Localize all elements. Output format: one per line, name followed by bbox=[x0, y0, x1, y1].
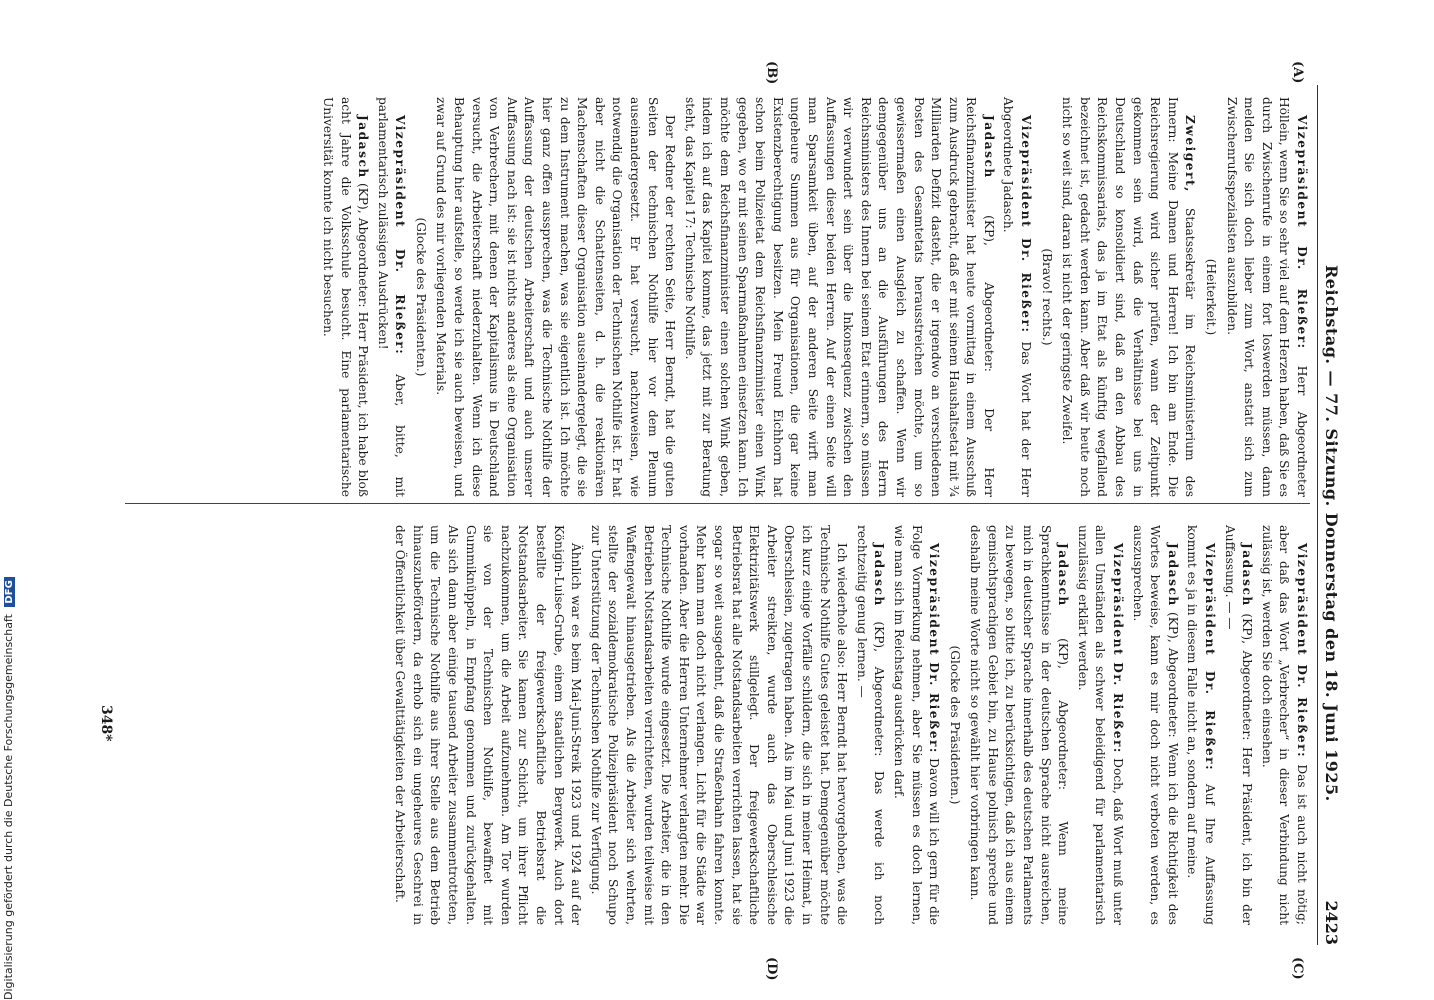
speech-paragraph bbox=[373, 97, 408, 497]
speaker-name: Zweigert, bbox=[1183, 115, 1198, 193]
speaker-name: Jadasch bbox=[872, 543, 887, 607]
speech-paragraph bbox=[432, 97, 678, 497]
column-divider bbox=[125, 503, 1310, 504]
speech-paragraph bbox=[889, 525, 942, 925]
speech-text: (KP), Abgeordneter: Herr Präsident, ich bin der Auffassung. — — bbox=[1222, 525, 1255, 925]
speech-text: Ähnlich war es beim Mai-Juni-Streik 1923 und 1924 auf der Königin-Luise-Grube, einem staatlichen Bergwerk. Auch dort bestellte der freigewerkschaftliche Betriebsrat die Notstandsarbeiter. Sie kamen zur Schicht, um ihrer Pflicht nachzukommen, um die Arbeit aufzunehmen. Am Tor wurden sie von der Technischen Nothilfe, bewaffnet mit Gummiknüppeln, in Empfang genommen und zurückgehalten. Als sich dann aber einige tausend Arbeiter zusammentrotteten, um die Technische Nothilfe aus ihrer Stelle aus dem Betrieb hinauszubefördern, da erhob sich ein ungeheures Geschrei in der Öffentlichkeit über Gewalttätigkeiten der Arbeiterschaft. bbox=[393, 525, 584, 925]
speech-paragraph bbox=[999, 97, 1034, 497]
page-number: 2423 bbox=[1322, 900, 1341, 945]
speaker-name: Jadasch bbox=[356, 115, 371, 179]
speech-text: (KP), Abgeordneter: Herr Präsident, ich habe bloß acht Jahre die Volksschule besucht. Eine parlamentarische Universität konnte ich nicht besuchen. bbox=[320, 97, 371, 497]
speech-paragraph bbox=[1058, 97, 1199, 497]
speaker-name: Vizepräsident Dr. Rießer: bbox=[1019, 115, 1034, 334]
speech-text: (KP), Abgeordneter: Das werde ich noch rechtzeitig genug lernen. — bbox=[854, 525, 887, 925]
speaker-name: Vizepräsident Dr. Rießer: bbox=[1111, 543, 1126, 754]
speech-paragraph bbox=[586, 525, 850, 925]
speech-paragraph bbox=[1183, 525, 1218, 925]
speaker-name: Vizepräsident Dr. Rießer: bbox=[927, 543, 942, 754]
speech-paragraph bbox=[391, 525, 585, 925]
speech-paragraph bbox=[1220, 525, 1255, 925]
speaker-name: Jadasch bbox=[1240, 543, 1255, 607]
dfg-logo: DFG bbox=[4, 577, 15, 606]
speech-text: Ich wiederhole also: Herr Berndt hat hervorgehoben, was die Technische Nothilfe Gutes geleistet hat. Demgegenüber möchte ich kurz einige Vorfälle schildern, die sich in meiner Heimat, in Oberschlesien, zugetragen haben. Als im Mai und Juni 1923 die Arbeiter streikten, wurde auch das Oberschlesische Elektrizitätswerk stillgelegt. Der freigewerkschaftliche Betriebsrat hat alle Notstandsarbeiten verrichten lassen, hat sie sogar so weit ausgedehnt, daß die Straßenbahn fahren konnte. Mehr kann man doch nicht verlangen. Licht für die Städte war vorhanden. Aber die Herren Unternehmer verlangten mehr. Die Technische Nothilfe wurde eingesetzt. Die Arbeiter, die in den Betrieben Notstandsarbeiten verrichteten, wurden teilweise mit Waffengewalt hinausgetrieben. Als die Arbeiter sich wehrten, stellte der sozialdemokratische Polizeipräsident noch Schupo zur Unterstützung der Technischen Nothilfe zur Verfügung. bbox=[588, 525, 850, 925]
document-page bbox=[90, 61, 1341, 981]
speaker-name: Vizepräsident Dr. Rießer: bbox=[1295, 543, 1309, 759]
speaker-name: Jadasch bbox=[981, 115, 996, 179]
speaker-name: Vizepräsident Dr. Rießer: bbox=[1203, 543, 1218, 772]
speaker-name: Vizepräsident Dr. Rießer: bbox=[393, 115, 408, 356]
stage-direction: (Bravo! rechts.) bbox=[1039, 248, 1054, 346]
speech-paragraph bbox=[1073, 525, 1126, 925]
speech-text: Doch, daß Wort muß unter allen Umständen als schwer beleidigend für parlamentarisch unzulässig erklärt werden. bbox=[1075, 525, 1126, 925]
speech-paragraph bbox=[1128, 525, 1181, 925]
margin-marker-a: (A) bbox=[1290, 61, 1305, 84]
sheet-signature: 348* bbox=[98, 705, 114, 742]
speech-paragraph bbox=[1257, 525, 1310, 925]
footer-note bbox=[2, 0, 22, 1000]
speaker-name: Jadasch bbox=[1165, 543, 1180, 607]
speaker-name: Jadasch bbox=[1056, 543, 1071, 607]
speech-text: Das Wort hat der Herr Abgeordnete Jadasch. bbox=[1001, 97, 1034, 497]
footer-strip bbox=[2, 0, 22, 1000]
speech-text: (KP), Abgeordneter: Wenn ich die Richtigkeit des Wortes beweise, kann es mir doch nicht verboten werden, es auszusprechen. bbox=[1130, 525, 1180, 925]
margin-marker-d: (D) bbox=[764, 957, 779, 981]
margin-marker-c: (C) bbox=[1290, 957, 1305, 980]
speech-paragraph bbox=[318, 97, 371, 497]
speech-paragraph bbox=[1222, 97, 1310, 497]
stage-direction: (Glocke des Präsidenten.) bbox=[413, 217, 428, 377]
speech-text: (KP), Abgeordneter: Wenn meine Sprachkenntnisse in der deutschen Sprache nicht ausreichen, mich in deutscher Sprache innerhalb des deutschen Parlaments zu bewegen, so bitte ich, zu berücksichtigen, daß ich aus einem gemischtsprachigen Gebiet bin, zu Hause polnisch spreche und deshalb meine Worte nicht so gewählt hier vorbringen kann. bbox=[968, 525, 1071, 925]
speech-text: Herr Abgeordneter Höllein, wenn Sie so sehr viel auf dem Herzen haben, daß Sie es durch Zwischenrufe in einem fort loswerden müssen, dann melden Sie sich doch lieber zum Wort, anstatt sich zum Zwischenrufsspezialisten auszubilden. bbox=[1224, 97, 1309, 497]
left-column bbox=[316, 97, 1310, 497]
speech-paragraph bbox=[852, 525, 887, 925]
right-column bbox=[389, 525, 1310, 925]
stage-direction: (Heiterkeit.) bbox=[1204, 258, 1219, 336]
speech-text: Auf Ihre Auffassung kommt es ja in diesem Falle nicht an, sondern auf meine. bbox=[1185, 525, 1218, 925]
margin-marker-b: (B) bbox=[764, 61, 779, 85]
running-head-title: Reichstag. — 77. Sitzung. Donnerstag den 18. Juni 1925. bbox=[1322, 265, 1341, 802]
speech-text: (KP), Abgeordneter: Der Herr Reichsfinanzminister hat heute vormittag in einem Ausschuß zum Ausdruck gebracht, daß er mit seinem Haushaltsetat mit ¾ Milliarden Defizit dasteht, die er irgendwo an verschiedenen Posten des Gesamtetats herausstreichen möchte, um so gewissermaßen einen Ausgleich zu schaffen. Wenn wir demgegenüber uns an die Ausführungen des Herrn Reichsministers des Innern bei seinem Etat erinnern, so müssen wir verwundert sein über die Inkonsequenz zwischen den Auffassungen dieser beiden Herren. Auf der einen Seite will man Sparsamkeit üben, auf der anderen Seite wirft man ungeheure Summen aus für Organisationen, die gar keine Existenzberechtigung besitzen. Mein Freund Eichhorn hat schon beim Polizeietat dem Reichsfinanzminister einen Wink gegeben, wo er mit seinen Sparmaßnahmen einsetzen kann. Ich möchte dem Reichsfinanzminister einen solchen Wink geben, indem ich auf das Kapitel komme, das jetzt mit zur Beratung steht, das Kapitel 17: Technische Nothilfe. bbox=[682, 97, 996, 497]
stage-direction: (Glocke des Präsidenten.) bbox=[947, 645, 962, 805]
footer-note-text: Digitalisierung gefördert durch die Deutsche Forschungsgemeinschaft bbox=[2, 614, 15, 1000]
speech-text: Das ist auch nicht nötig; aber daß das Wort „Verbrecher“ in dieser Verbindung nicht zulässig ist, werden Sie doch einsehen. bbox=[1259, 525, 1309, 925]
speech-text: Der Redner der rechten Seite, Herr Berndt, hat die guten Seiten der technischen Nothilfe hier vor dem Plenum auseinandergesetzt. Er hat versucht, nachzuweisen, wie notwendig die Organisation der Technischen Nothilfe ist. Er hat aber nicht die Schattenseiten, d. h. die reaktionären Machenschaften dieser Organisation auseinandergelegt, die sie zu dem Instrument machen, was sie eigentlich ist. Ich möchte hier ganz offen aussprechen, was die Technische Nothilfe der Auffassung der deutschen Arbeiterschaft und auch unserer Auffassung nach ist: sie ist nichts anderes als eine Organisation von Verbrechern, mit denen der Kapitalismus in Deutschland versucht, die Arbeiterschaft niederzuhalten. Wenn ich diese Behauptung hier aufstelle, so werde ich sie auch beweisen, und zwar auf Grund des mir vorliegenden Materials. bbox=[434, 97, 678, 497]
speech-paragraph bbox=[966, 525, 1072, 925]
running-head bbox=[1317, 85, 1340, 945]
speech-text: Aber, bitte, mit parlamentarisch zulässigen Ausdrücken! bbox=[375, 97, 408, 497]
speaker-name: Vizepräsident Dr. Rießer: bbox=[1295, 115, 1309, 350]
speech-text: Staatssekretär im Reichsministerium des Innern: Meine Damen und Herren! Ich bin am Ende. Die Reichsregierung wird sicher prüfen, wann der Zeitpunkt gekommen sein wird, daß die Verhältnisse bei uns in Deutschland so konsolidiert sind, daß an den Abbau des Reichskommissariats, das ja im Etat als künftig wegfallend bezeichnet ist, gedacht werden kann. Aber daß wir heute noch nicht so weit sind, daran ist nicht der geringste Zweifel. bbox=[1060, 97, 1198, 497]
speech-text: Davon will ich gern für die Folge Vormerkung nehmen, aber Sie müssen es doch lernen, wie man sich im Reichstag ausdrücken darf. bbox=[891, 525, 942, 925]
speech-paragraph bbox=[680, 97, 997, 497]
